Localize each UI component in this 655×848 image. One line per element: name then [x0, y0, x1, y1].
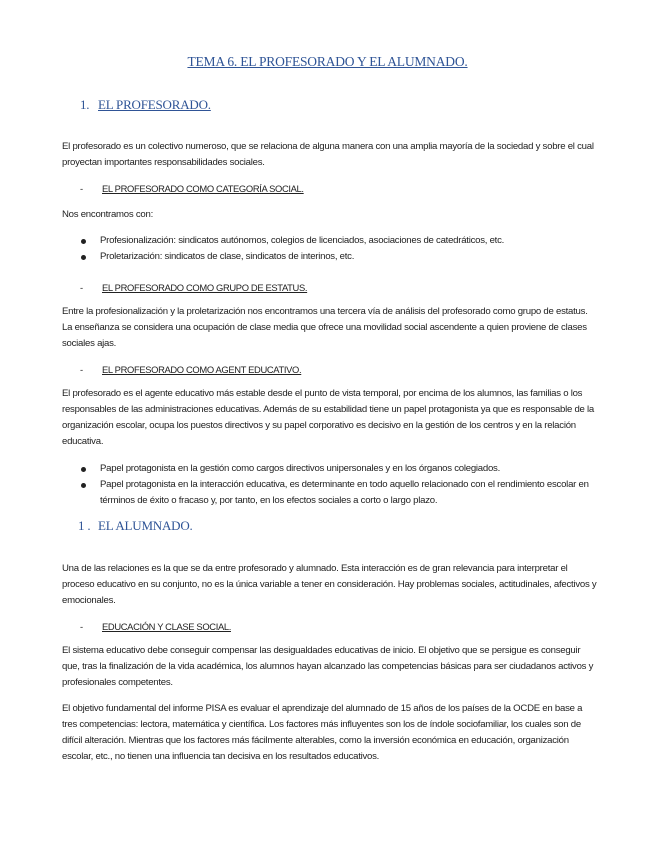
bullet-list-agente — [80, 461, 595, 509]
paragraph-profesorado-intro: El profesorado es un colectivo numeroso, que se relaciona de alguna manera con una amplia mayoría de la sociedad y sobre el cual proyectan importantes responsabilidades sociales. — [62, 141, 594, 168]
document-title: TEMA 6. EL PROFESORADO Y EL ALUMNADO. — [187, 54, 468, 69]
list-item: Proletarización: sindicatos de clase, sindicatos de interinos, etc. — [80, 249, 595, 265]
bullet-icon — [81, 239, 86, 244]
paragraph-sistema-educativo: El sistema educativo debe conseguir compensar las desigualdades educativas de inicio. El objetivo que se persigue es conseguir que, tras la finalización de la vida académica, los alumnos hayan alcanzado las competencias básicas para ser ciudadanos activos y profesionales competentes. — [62, 645, 594, 688]
paragraph-nos-encontramos: Nos encontramos con: — [62, 209, 153, 220]
subheading-text: EL PROFESORADO COMO AGENT EDUCATIVO. — [102, 364, 302, 375]
subheading-text: EL PROFESORADO COMO CATEGORÍA SOCIAL. — [102, 183, 304, 194]
bullet-icon — [81, 255, 86, 260]
paragraph-alumnado-intro: Una de las relaciones es la que se da entre profesorado y alumnado. Esta interacción es de gran relevancia para interpretar el proceso educativo en su conjunto, no es la única variable a tener en consideración. Hay problemas sociales, actitudinales, afectivos y emocionales. — [62, 563, 597, 606]
section-number: 1. — [80, 97, 90, 112]
section-heading-profesorado — [80, 97, 211, 113]
list-item: Papel protagonista en la gestión como cargos directivos unipersonales y en los órganos colegiados. — [80, 461, 595, 477]
section-heading-alumnado — [78, 518, 193, 534]
subheading-educacion-clase — [80, 621, 231, 632]
paragraph-grupo-estatus: Entre la profesionalización y la proletarización nos encontramos una tercera vía de análisis del profesorado como grupo de estatus. La enseñanza se considera una ocupación de clase media que ofrece una movilidad social ascendente a quien proviene de clases sociales ajas. — [62, 306, 588, 349]
bullet-list-categoria — [80, 233, 595, 265]
section-title: EL ALUMNADO. — [98, 518, 193, 533]
dash-marker: - — [80, 183, 83, 194]
subheading-grupo-estatus — [80, 282, 307, 293]
subheading-text: EDUCACIÓN Y CLASE SOCIAL. — [102, 621, 231, 632]
list-item: Profesionalización: sindicatos autónomos, colegios de licenciados, asociaciones de catedráticos, etc. — [80, 233, 595, 249]
list-item: Papel protagonista en la interacción educativa, es determinante en todo aquello relacionado con el rendimiento escolar en términos de éxito o fracaso y, por tanto, en los efectos sociales a corto o largo plazo. — [80, 477, 595, 509]
dash-marker: - — [80, 621, 83, 632]
dash-marker: - — [80, 282, 83, 293]
subheading-agente-educativo — [80, 364, 301, 375]
subheading-categoria-social — [80, 183, 304, 194]
section-title: EL PROFESORADO. — [98, 97, 211, 112]
dash-marker: - — [80, 364, 83, 375]
paragraph-agente-educativo: El profesorado es el agente educativo más estable desde el punto de vista temporal, por encima de los alumnos, las familias o los responsables de las administraciones educativas. Además de su estabilidad tiene un papel protagonista ya que es responsable de la organización escolar, ocupa los puestos directivos y su papel corporativo es decisivo en la gestión de los centros y en la relación educativa. — [62, 388, 595, 447]
paragraph-informe-pisa: El objetivo fundamental del informe PISA es evaluar el aprendizaje del alumnado de 15 años de los países de la OCDE en base a tres competencias: lectora, matemática y científica. Los factores más influyentes son los de índole sociofamiliar, los cuales son de difícil alteración. Mientras que los factores más fácilmente alterables, como la inversión económica en educación, organización escolar, etc., no tienen una influencia tan decisiva en los resultados educativos. — [62, 703, 583, 762]
bullet-icon — [81, 467, 86, 472]
section-number: 1 . — [78, 518, 91, 533]
subheading-text: EL PROFESORADO COMO GRUPO DE ESTATUS. — [102, 282, 308, 293]
bullet-icon — [81, 483, 86, 488]
